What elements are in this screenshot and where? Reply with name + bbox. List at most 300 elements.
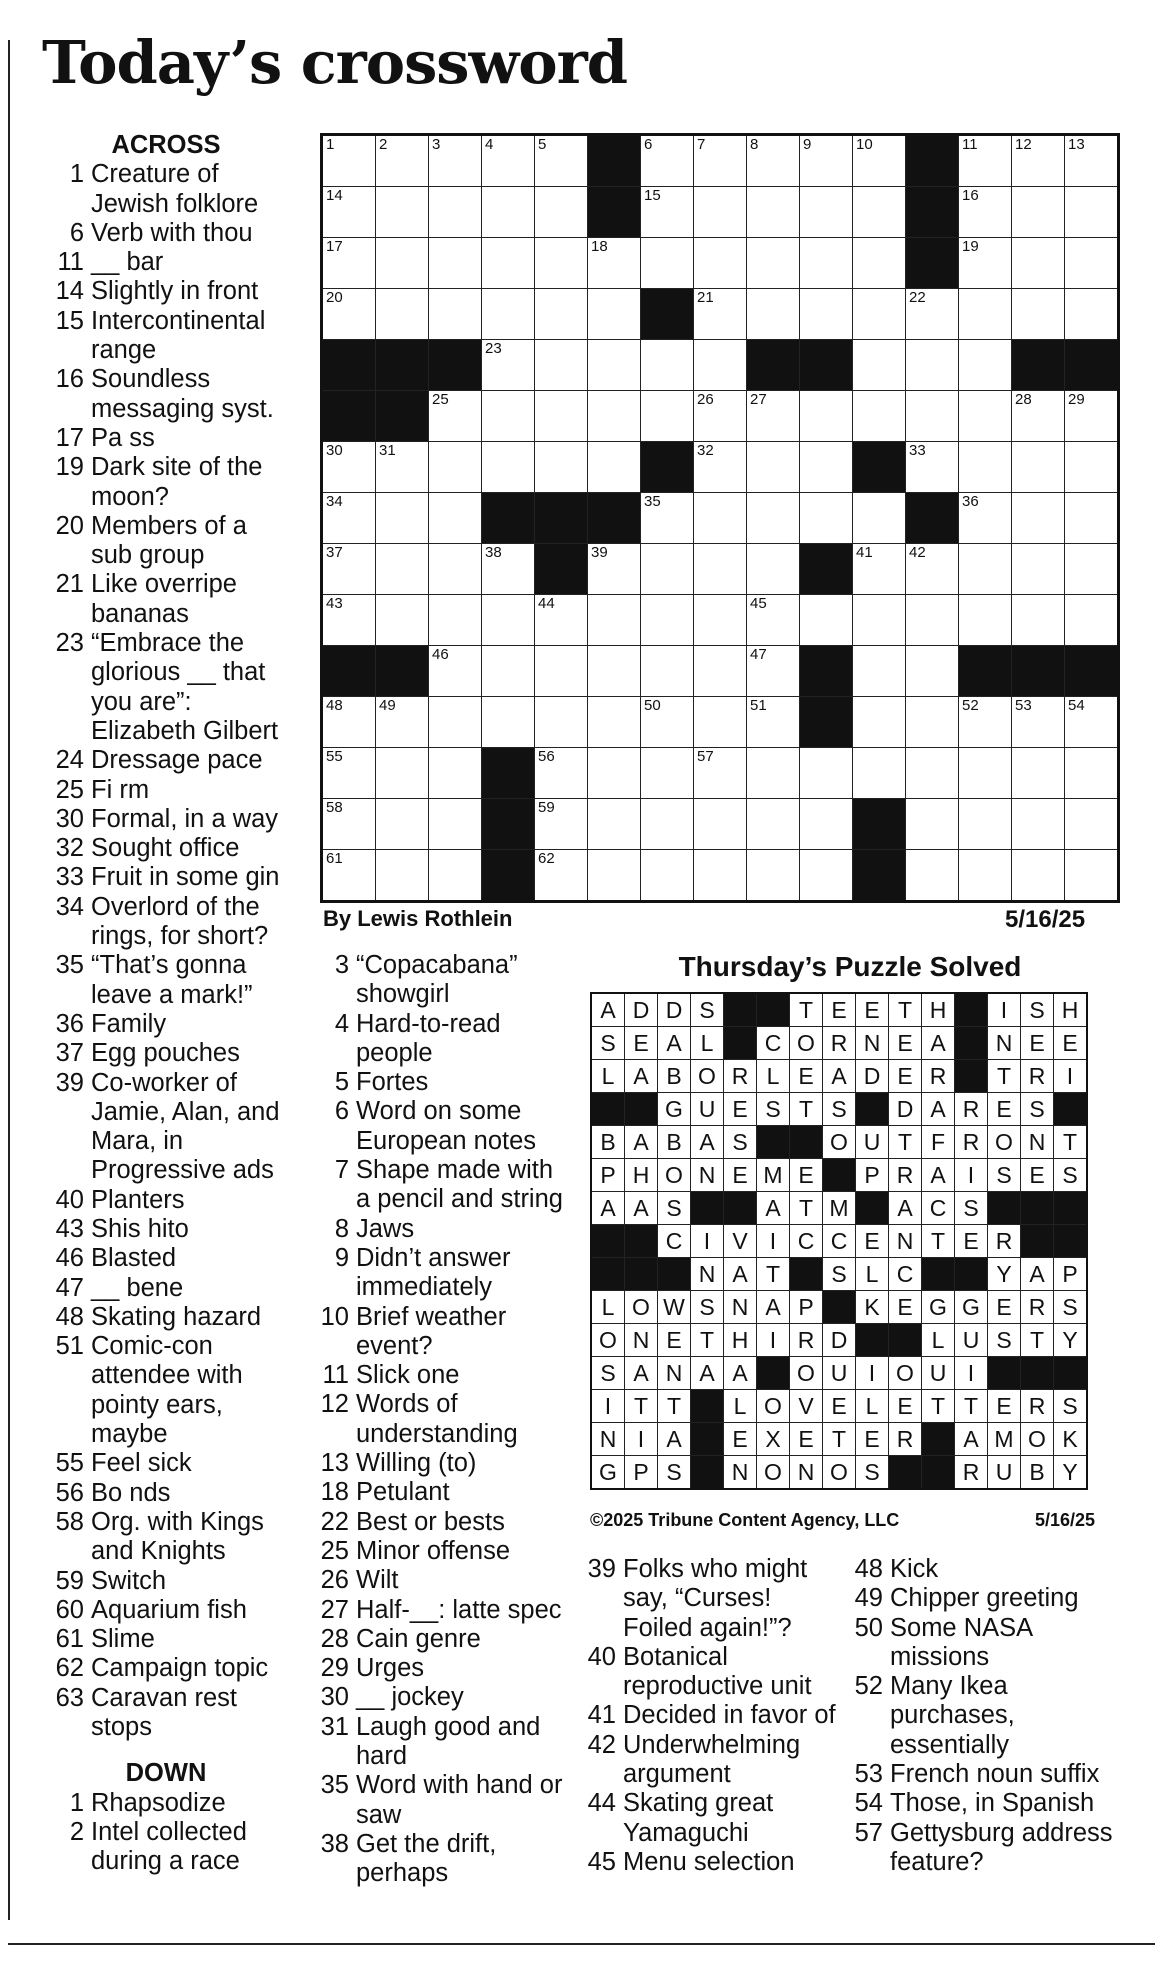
grid-cell[interactable] — [322, 799, 376, 850]
grid-row — [322, 238, 1119, 289]
grid-cell[interactable] — [959, 238, 1012, 289]
grid-cell[interactable] — [1065, 544, 1119, 595]
grid-cell[interactable] — [694, 289, 747, 340]
grid-cell[interactable] — [694, 544, 747, 595]
grid-cell[interactable] — [1012, 748, 1065, 799]
grid-cell[interactable] — [535, 442, 588, 493]
grid-cell[interactable] — [482, 238, 535, 289]
grid-cell[interactable] — [1065, 187, 1119, 238]
clue-text: Word on some European notes — [356, 1097, 537, 1155]
grid-cell[interactable] — [747, 135, 800, 187]
grid-cell[interactable] — [482, 289, 535, 340]
grid-cell[interactable] — [959, 697, 1012, 748]
clue-item — [48, 512, 284, 571]
grid-cell[interactable] — [747, 289, 800, 340]
cell-number: 16 — [962, 187, 979, 204]
grid-cell[interactable] — [747, 799, 800, 850]
grid-cell[interactable] — [376, 748, 429, 799]
solution-letter-cell: T — [922, 1225, 955, 1258]
solution-letter-cell: S — [724, 1126, 757, 1159]
clue-item — [48, 219, 284, 248]
grid-cell[interactable] — [588, 748, 641, 799]
grid-cell[interactable] — [641, 595, 694, 646]
grid-cell[interactable] — [429, 646, 482, 697]
grid-cell[interactable] — [641, 799, 694, 850]
grid-cell[interactable] — [959, 135, 1012, 187]
grid-cell[interactable] — [853, 289, 906, 340]
clue-number: 46 — [55, 1244, 84, 1273]
grid-block-cell — [853, 442, 906, 493]
grid-cell[interactable] — [800, 442, 853, 493]
solution-letter-cell: N — [724, 1291, 757, 1324]
grid-cell[interactable] — [800, 238, 853, 289]
grid-cell[interactable] — [853, 238, 906, 289]
grid-cell[interactable] — [906, 646, 959, 697]
grid-cell[interactable] — [376, 697, 429, 748]
solution-block-cell — [1054, 1093, 1088, 1126]
grid-cell[interactable] — [694, 391, 747, 442]
clue-number: 51 — [55, 1332, 84, 1361]
grid-cell[interactable] — [959, 340, 1012, 391]
grid-cell[interactable] — [376, 544, 429, 595]
solution-letter-cell: A — [625, 1192, 658, 1225]
grid-cell[interactable] — [535, 135, 588, 187]
clue-item — [580, 1555, 842, 1643]
clue-text: “That’s gonna leave a mark!” — [91, 951, 253, 1009]
solution-block-cell — [625, 1093, 658, 1126]
grid-row — [322, 595, 1119, 646]
grid-cell[interactable] — [747, 595, 800, 646]
grid-cell[interactable] — [1012, 799, 1065, 850]
clue-item — [313, 1625, 573, 1654]
clue-text: Those, in Spanish — [890, 1789, 1095, 1818]
grid-cell[interactable] — [694, 646, 747, 697]
grid-cell[interactable] — [322, 595, 376, 646]
grid-cell[interactable] — [588, 595, 641, 646]
solution-letter-cell: C — [658, 1225, 691, 1258]
grid-cell[interactable] — [429, 493, 482, 544]
grid-cell[interactable] — [376, 595, 429, 646]
grid-cell[interactable] — [641, 544, 694, 595]
grid-cell[interactable] — [376, 799, 429, 850]
solution-block-cell — [856, 1093, 889, 1126]
solution-letter-cell: E — [1021, 1027, 1054, 1060]
grid-cell[interactable] — [694, 697, 747, 748]
grid-cell[interactable] — [694, 238, 747, 289]
grid-block-cell — [906, 187, 959, 238]
grid-cell[interactable] — [482, 135, 535, 187]
grid-cell[interactable] — [429, 135, 482, 187]
grid-cell[interactable] — [800, 187, 853, 238]
grid-cell[interactable] — [1065, 289, 1119, 340]
clue-number: 33 — [55, 863, 84, 892]
grid-cell[interactable] — [959, 289, 1012, 340]
clue-number: 23 — [55, 629, 84, 658]
grid-cell[interactable] — [376, 187, 429, 238]
clue-text: Words of understanding — [356, 1390, 518, 1448]
clue-number: 25 — [320, 1536, 349, 1565]
cell-number: 52 — [962, 697, 979, 714]
clue-text: Hard-to-read people — [356, 1009, 501, 1067]
grid-cell[interactable] — [322, 442, 376, 493]
cell-number: 22 — [909, 289, 926, 306]
grid-cell[interactable] — [906, 799, 959, 850]
grid-cell[interactable] — [1012, 289, 1065, 340]
grid-cell[interactable] — [322, 748, 376, 799]
grid-cell[interactable] — [641, 748, 694, 799]
grid-row — [322, 799, 1119, 850]
grid-cell[interactable] — [853, 595, 906, 646]
solution-block-cell — [658, 1258, 691, 1291]
grid-cell[interactable] — [535, 289, 588, 340]
solution-letter-cell: E — [658, 1324, 691, 1357]
grid-cell[interactable] — [535, 238, 588, 289]
grid-cell[interactable] — [482, 187, 535, 238]
cell-number: 59 — [538, 799, 555, 816]
grid-cell[interactable] — [588, 646, 641, 697]
solution-letter-cell: C — [757, 1027, 790, 1060]
grid-cell[interactable] — [747, 544, 800, 595]
grid-cell[interactable] — [1065, 135, 1119, 187]
grid-cell[interactable] — [1012, 544, 1065, 595]
solution-letter-cell: E — [889, 1291, 922, 1324]
solution-letter-cell: S — [1054, 1291, 1088, 1324]
grid-cell[interactable] — [959, 595, 1012, 646]
grid-cell[interactable] — [906, 544, 959, 595]
grid-cell[interactable] — [694, 799, 747, 850]
grid-cell[interactable] — [800, 135, 853, 187]
grid-cell[interactable] — [1065, 595, 1119, 646]
grid-cell[interactable] — [588, 850, 641, 902]
grid-cell[interactable] — [1012, 442, 1065, 493]
grid-cell[interactable] — [322, 493, 376, 544]
grid-cell[interactable] — [1012, 697, 1065, 748]
solution-letter-cell: A — [724, 1357, 757, 1390]
grid-cell[interactable] — [535, 391, 588, 442]
clue-text: Slime — [91, 1625, 155, 1654]
grid-cell[interactable] — [959, 391, 1012, 442]
grid-cell[interactable] — [853, 135, 906, 187]
grid-cell[interactable] — [322, 135, 376, 187]
grid-cell[interactable] — [482, 697, 535, 748]
clue-item — [48, 746, 284, 775]
grid-cell[interactable] — [853, 187, 906, 238]
grid-cell[interactable] — [429, 697, 482, 748]
grid-cell[interactable] — [906, 850, 959, 902]
clue-text: Intercontinental range — [91, 306, 266, 365]
grid-cell[interactable] — [482, 391, 535, 442]
solution-letter-cell: T — [625, 1390, 658, 1423]
grid-cell[interactable] — [1012, 850, 1065, 902]
grid-block-cell — [482, 493, 535, 544]
clue-text: Botanical reproductive unit — [623, 1642, 812, 1701]
grid-cell[interactable] — [322, 697, 376, 748]
grid-cell[interactable] — [588, 238, 641, 289]
grid-cell[interactable] — [429, 238, 482, 289]
grid-cell[interactable] — [1065, 697, 1119, 748]
grid-cell[interactable] — [1012, 238, 1065, 289]
grid-cell[interactable] — [959, 187, 1012, 238]
solution-letter-cell: S — [988, 1324, 1021, 1357]
grid-cell[interactable] — [1065, 238, 1119, 289]
crossword-grid[interactable] — [320, 133, 1120, 903]
clue-text: Decided in favor of — [623, 1701, 836, 1730]
grid-cell[interactable] — [429, 544, 482, 595]
cell-number: 31 — [379, 442, 396, 459]
grid-cell[interactable] — [853, 493, 906, 544]
clue-number: 13 — [320, 1449, 349, 1478]
grid-cell[interactable] — [535, 595, 588, 646]
grid-cell[interactable] — [959, 493, 1012, 544]
solution-row — [591, 1225, 1087, 1258]
grid-cell[interactable] — [906, 442, 959, 493]
grid-cell[interactable] — [641, 340, 694, 391]
cell-number: 23 — [485, 340, 502, 357]
grid-block-cell — [1012, 646, 1065, 697]
grid-cell[interactable] — [429, 391, 482, 442]
grid-cell[interactable] — [853, 340, 906, 391]
clue-text: Minor offense — [356, 1536, 511, 1565]
grid-cell[interactable] — [482, 544, 535, 595]
solution-letter-cell: E — [823, 1390, 856, 1423]
solution-letter-cell: S — [856, 1456, 889, 1490]
grid-cell[interactable] — [535, 340, 588, 391]
clue-item — [48, 805, 284, 834]
grid-cell[interactable] — [322, 187, 376, 238]
grid-cell[interactable] — [694, 442, 747, 493]
grid-cell[interactable] — [588, 799, 641, 850]
cell-number: 20 — [326, 289, 343, 306]
grid-cell[interactable] — [906, 595, 959, 646]
clue-number: 45 — [587, 1847, 616, 1876]
solution-letter-cell: L — [922, 1324, 955, 1357]
solution-letter-cell: C — [889, 1258, 922, 1291]
grid-cell[interactable] — [1012, 135, 1065, 187]
grid-cell[interactable] — [588, 442, 641, 493]
grid-row — [322, 748, 1119, 799]
grid-cell[interactable] — [906, 340, 959, 391]
grid-cell[interactable] — [588, 391, 641, 442]
grid-cell[interactable] — [800, 799, 853, 850]
clue-text: “Embrace the glorious __ that you are”: Elizabeth Gilbert — [91, 629, 279, 745]
clue-item — [48, 1818, 284, 1877]
grid-cell[interactable] — [800, 391, 853, 442]
grid-cell[interactable] — [747, 748, 800, 799]
grid-cell[interactable] — [694, 187, 747, 238]
grid-cell[interactable] — [959, 544, 1012, 595]
grid-cell[interactable] — [1012, 187, 1065, 238]
grid-cell[interactable] — [1065, 850, 1119, 902]
grid-cell[interactable] — [906, 391, 959, 442]
grid-cell[interactable] — [376, 238, 429, 289]
grid-cell[interactable] — [853, 646, 906, 697]
grid-cell[interactable] — [694, 340, 747, 391]
grid-cell[interactable] — [800, 595, 853, 646]
grid-cell[interactable] — [747, 493, 800, 544]
grid-block-cell — [482, 748, 535, 799]
clue-text: Get the drift, perhaps — [356, 1829, 497, 1888]
grid-cell[interactable] — [588, 544, 641, 595]
grid-cell[interactable] — [641, 850, 694, 902]
solution-letter-cell: E — [1054, 1027, 1088, 1060]
grid-cell[interactable] — [429, 187, 482, 238]
grid-cell[interactable] — [694, 850, 747, 902]
grid-cell[interactable] — [535, 646, 588, 697]
grid-cell[interactable] — [959, 850, 1012, 902]
grid-cell[interactable] — [694, 595, 747, 646]
grid-cell[interactable] — [906, 748, 959, 799]
grid-cell[interactable] — [482, 646, 535, 697]
grid-cell[interactable] — [641, 493, 694, 544]
clue-text: Menu selection — [623, 1847, 795, 1876]
grid-cell[interactable] — [800, 850, 853, 902]
clue-item — [48, 248, 284, 277]
grid-cell[interactable] — [1012, 493, 1065, 544]
grid-cell[interactable] — [747, 442, 800, 493]
grid-cell[interactable] — [1012, 595, 1065, 646]
grid-cell[interactable] — [853, 391, 906, 442]
grid-cell[interactable] — [482, 595, 535, 646]
clue-item — [580, 1848, 842, 1877]
grid-cell[interactable] — [694, 748, 747, 799]
grid-cell[interactable] — [959, 799, 1012, 850]
grid-cell[interactable] — [747, 391, 800, 442]
cell-number: 37 — [326, 544, 343, 561]
grid-cell[interactable] — [429, 748, 482, 799]
grid-cell[interactable] — [1065, 493, 1119, 544]
grid-cell[interactable] — [535, 697, 588, 748]
clue-text: Kick — [890, 1555, 939, 1583]
grid-cell[interactable] — [535, 850, 588, 902]
clue-text: Like overripe bananas — [91, 570, 237, 628]
solution-letter-cell: U — [691, 1093, 724, 1126]
grid-cell[interactable] — [747, 850, 800, 902]
grid-cell[interactable] — [906, 697, 959, 748]
grid-cell[interactable] — [853, 544, 906, 595]
grid-cell[interactable] — [322, 289, 376, 340]
solution-block-cell — [955, 1027, 988, 1060]
solution-letter-cell: T — [889, 1126, 922, 1159]
solution-letter-cell: P — [591, 1159, 625, 1192]
grid-cell[interactable] — [800, 493, 853, 544]
solution-block-cell — [625, 1225, 658, 1258]
solution-letter-cell: C — [790, 1225, 823, 1258]
grid-cell[interactable] — [376, 289, 429, 340]
grid-cell[interactable] — [588, 340, 641, 391]
cell-number: 10 — [856, 136, 873, 153]
clue-item — [847, 1789, 1117, 1818]
grid-cell[interactable] — [429, 442, 482, 493]
grid-cell[interactable] — [429, 850, 482, 902]
grid-cell[interactable] — [800, 289, 853, 340]
solved-puzzle-date: 5/16/25 — [1035, 1510, 1096, 1530]
grid-cell[interactable] — [1012, 391, 1065, 442]
grid-cell[interactable] — [641, 697, 694, 748]
across-heading: ACROSS — [111, 131, 221, 159]
grid-cell[interactable] — [747, 238, 800, 289]
solution-letter-cell: G — [658, 1093, 691, 1126]
grid-cell[interactable] — [641, 238, 694, 289]
grid-cell[interactable] — [1065, 391, 1119, 442]
solution-block-cell — [790, 1258, 823, 1291]
grid-cell[interactable] — [800, 748, 853, 799]
grid-cell[interactable] — [376, 442, 429, 493]
grid-cell[interactable] — [641, 187, 694, 238]
clue-number: 60 — [55, 1595, 84, 1624]
clue-item — [48, 951, 284, 1010]
solved-puzzle-title: Thursday’s Puzzle Solved — [678, 951, 1022, 982]
grid-cell[interactable] — [429, 289, 482, 340]
clue-number: 37 — [55, 1039, 84, 1068]
clue-item — [48, 277, 284, 306]
clue-number: 4 — [334, 1009, 349, 1038]
grid-cell[interactable] — [1065, 799, 1119, 850]
grid-cell[interactable] — [641, 135, 694, 187]
clue-number: 19 — [55, 453, 84, 482]
grid-cell[interactable] — [535, 748, 588, 799]
grid-cell[interactable] — [641, 391, 694, 442]
grid-cell[interactable] — [906, 289, 959, 340]
grid-cell[interactable] — [694, 493, 747, 544]
grid-cell[interactable] — [322, 850, 376, 902]
clue-item — [48, 1654, 284, 1683]
grid-cell[interactable] — [853, 748, 906, 799]
grid-cell[interactable] — [694, 135, 747, 187]
solution-letter-cell: Y — [1054, 1324, 1088, 1357]
grid-cell[interactable] — [747, 697, 800, 748]
grid-cell[interactable] — [429, 595, 482, 646]
grid-cell[interactable] — [429, 799, 482, 850]
clue-number: 9 — [334, 1243, 349, 1272]
cell-number: 19 — [962, 238, 979, 255]
grid-cell[interactable] — [588, 289, 641, 340]
solution-block-cell — [922, 1258, 955, 1291]
clue-number: 55 — [55, 1449, 84, 1478]
clue-number: 44 — [587, 1789, 616, 1818]
grid-cell[interactable] — [376, 135, 429, 187]
grid-cell[interactable] — [376, 850, 429, 902]
solution-letter-cell: R — [988, 1225, 1021, 1258]
grid-block-cell — [588, 493, 641, 544]
clue-text: Pa ss — [91, 423, 155, 452]
grid-cell[interactable] — [322, 544, 376, 595]
grid-cell[interactable] — [959, 442, 1012, 493]
grid-cell[interactable] — [959, 748, 1012, 799]
down-clue-list — [580, 1555, 842, 1877]
grid-cell[interactable] — [482, 340, 535, 391]
grid-cell[interactable] — [747, 646, 800, 697]
clue-number: 35 — [55, 951, 84, 980]
solution-row — [591, 1423, 1087, 1456]
grid-cell[interactable] — [1065, 748, 1119, 799]
grid-cell[interactable] — [535, 799, 588, 850]
grid-cell[interactable] — [588, 697, 641, 748]
clue-text: Egg pouches — [91, 1039, 240, 1068]
grid-cell[interactable] — [322, 238, 376, 289]
clue-number: 40 — [587, 1642, 616, 1671]
solution-block-cell — [823, 1291, 856, 1324]
grid-cell[interactable] — [376, 493, 429, 544]
grid-cell[interactable] — [747, 187, 800, 238]
solution-letter-cell: N — [591, 1423, 625, 1456]
grid-cell[interactable] — [853, 697, 906, 748]
grid-cell[interactable] — [482, 442, 535, 493]
grid-cell[interactable] — [641, 646, 694, 697]
grid-cell[interactable] — [535, 187, 588, 238]
solution-row — [591, 993, 1087, 1027]
grid-cell[interactable] — [1065, 442, 1119, 493]
clue-text: Fruit in some gin — [91, 863, 280, 892]
